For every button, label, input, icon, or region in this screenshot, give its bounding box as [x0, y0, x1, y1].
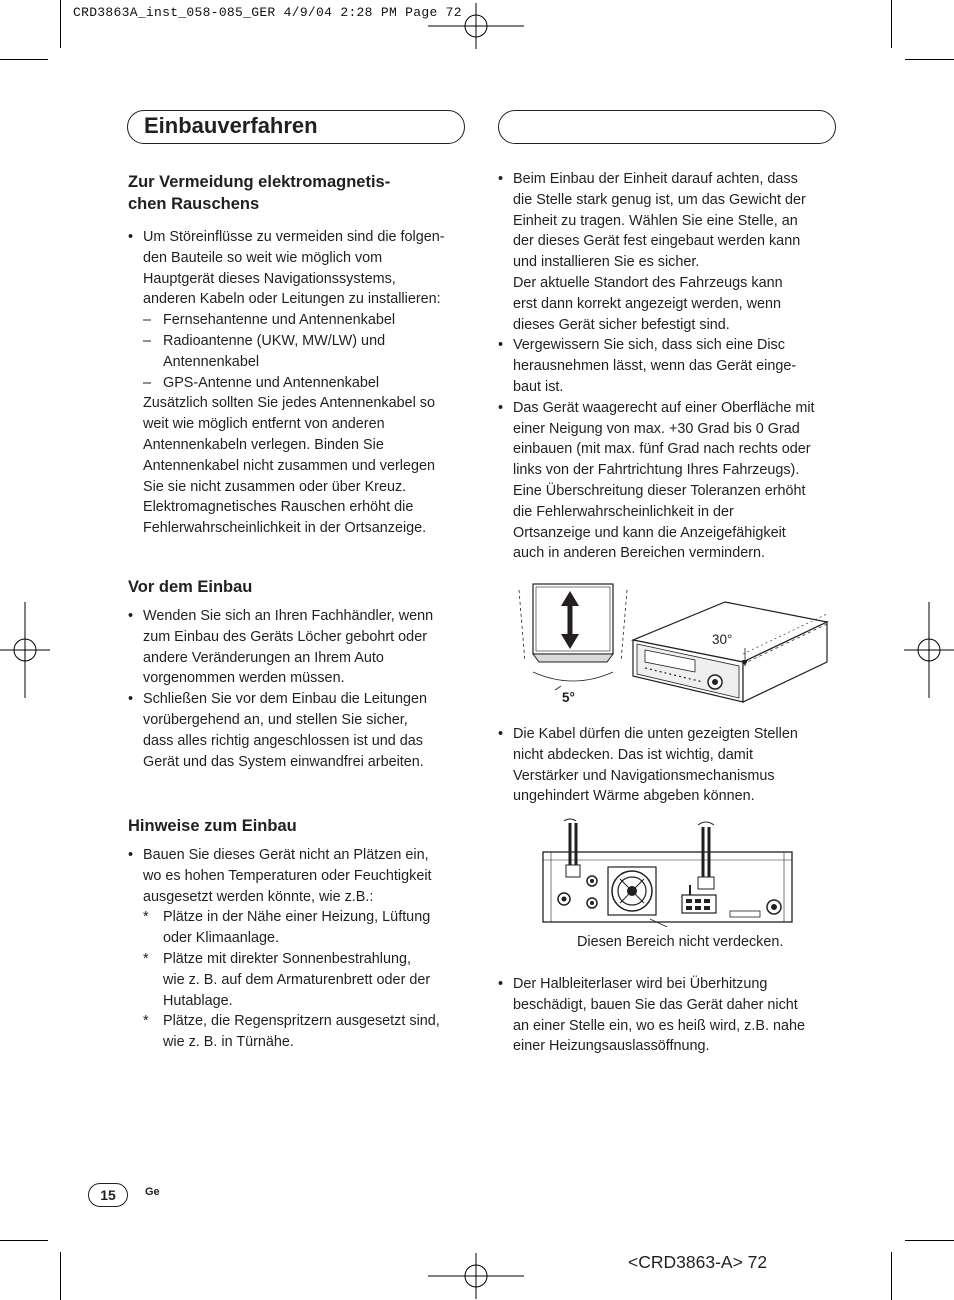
- star-item-heating: * Plätze in der Nähe einer Heizung, Lüftung oder Klimaanlage.: [143, 909, 431, 947]
- noise-paragraph-tail: Zusätzlich sollten Sie jedes Antennenkabel so weit wie möglich entfernt von anderen Antennenkabeln verlegen. Binden Sie Antennenkabel nicht zusammen und verlegen Sie sie nicht zusammen oder über Kreuz. Elektromagnetisches Rauschen erhöht die Fehlerwahrscheinlichkeit in der Ortsanzeige.: [143, 395, 436, 537]
- bullet-disc-removal: • Vergewissern Sie sich, dass sich eine Disc herausnehmen lässt, wenn das Gerät einge- baut ist.: [498, 335, 838, 397]
- crop-mark: [60, 1252, 61, 1300]
- angle-label-5: 5°: [562, 690, 575, 705]
- bullet-laser-heat: • Der Halbleiterlaser wird bei Überhitzung beschädigt, bauen Sie das Gerät daher nicht an einer Stelle ein, wo es heiß wird, z.B. nahe einer Heizungsauslassöffnung.: [498, 974, 838, 1057]
- crop-mark: [905, 1240, 954, 1241]
- bullet-dealer: • Wenden Sie sich an Ihren Fachhändler, wenn zum Einbau des Geräts Löcher gebohrt oder andere Veränderungen an Ihrem Auto vorgenommen werden müssen.: [128, 606, 468, 689]
- left-column-install-notes: [128, 815, 468, 1053]
- bullet-strong-mount: • Beim Einbau der Einheit darauf achten, dass die Stelle stark genug ist, um das Gewicht der Einheit zu tragen. Wählen Sie eine Stelle, an der dieses Gerät fest eingebaut werden kann und installieren Sie es sicher. Der aktuelle Standort des Fahrzeugs kann erst dann korrekt angezeigt werden, wenn dieses Gerät sicher befestigt sind.: [498, 169, 838, 335]
- angle-label-30: 30°: [712, 632, 733, 647]
- star-item-rain: * Plätze, die Regenspritzern ausgesetzt sind, wie z. B. in Türnähe.: [143, 1013, 440, 1051]
- right-column-top: [498, 169, 838, 564]
- heading-before-install: Vor dem Einbau: [128, 578, 253, 596]
- dash-item-radio-antenna: – Radioantenne (UKW, MW/LW) und Antennenkabel: [143, 332, 386, 370]
- rear-panel-illustration: [540, 815, 796, 927]
- crop-mark: [891, 0, 892, 48]
- right-column-bottom: [498, 974, 838, 1057]
- registration-mark-bottom: [428, 1253, 524, 1299]
- figure-caption: Diesen Bereich nicht verdecken.: [577, 934, 784, 950]
- crop-mark: [0, 59, 48, 60]
- section-title: Einbauverfahren: [144, 113, 318, 138]
- left-column: [128, 171, 468, 539]
- star-item-sunlight: * Plätze mit direkter Sonnenbestrahlung, wie z. B. auf dem Armaturenbrett oder der Hutablage.: [143, 950, 431, 1009]
- left-column-before-install: [128, 576, 468, 772]
- crop-mark: [60, 0, 61, 48]
- bullet-test-connection: • Schließen Sie vor dem Einbau die Leitungen vorübergehend an, und stellen Sie sicher, dass alles richtig angeschlossen ist und das Gerät und das System einwandfrei arbeiten.: [128, 689, 468, 772]
- crop-mark: [905, 59, 954, 60]
- dash-item-gps-antenna: – GPS-Antenne und Antennenkabel: [143, 374, 380, 391]
- bullet-cables: • Die Kabel dürfen die unten gezeigten Stellen nicht abdecken. Das ist wichtig, damit Verstärker und Navigationsmechanismus ungehindert Wärme abgeben können.: [498, 724, 838, 807]
- heading-install-notes: Hinweise zum Einbau: [128, 817, 297, 835]
- bullet-horizontal-mount: • Das Gerät waagerecht auf einer Oberfläche mit einer Neigung von max. +30 Grad bis 0 Grad einbauen (mit max. fünf Grad nach rechts oder links von der Fahrtrichtung Ihres Fahrzeugs). Eine Überschreitung dieser Toleranzen erhöht die Fehlerwahrscheinlichkeit in der Ortsanzeige und kann die Anzeigefähigkeit auch in anderen Bereichen vermindern.: [498, 398, 838, 564]
- registration-mark-right: [904, 602, 954, 698]
- bullet-noise: • Um Störeinflüsse zu vermeiden sind die folgen- den Bauteile so weit wie möglich vom Hauptgerät dieses Navigationssystems, anderen Kabeln oder Leitungen zu installieren:: [128, 227, 468, 310]
- language-code: Ge: [145, 1186, 160, 1198]
- bullet-location: • Bauen Sie dieses Gerät nicht an Plätzen ein, wo es hohen Temperaturen oder Feuchtigkeit ausgesetzt werden könnte, wie z.B.:: [128, 845, 468, 907]
- section-title-box: [127, 110, 465, 144]
- heading-electromagnetic-noise: Zur Vermeidung elektromagnetis- chen Rauschens: [128, 173, 391, 213]
- page-number: 15: [88, 1183, 128, 1207]
- right-column-middle: [498, 724, 838, 807]
- section-title-box-empty: [498, 110, 836, 144]
- registration-mark-top: [428, 3, 524, 49]
- registration-mark-left: [0, 602, 50, 698]
- print-slug: CRD3863A_inst_058-085_GER 4/9/04 2:28 PM Page 72: [73, 5, 462, 20]
- crop-mark: [891, 1252, 892, 1300]
- dash-item-tv-antenna: – Fernsehantenne und Antennenkabel: [143, 312, 396, 329]
- document-code: <CRD3863-A> 72: [628, 1252, 768, 1272]
- crop-mark: [0, 1240, 48, 1241]
